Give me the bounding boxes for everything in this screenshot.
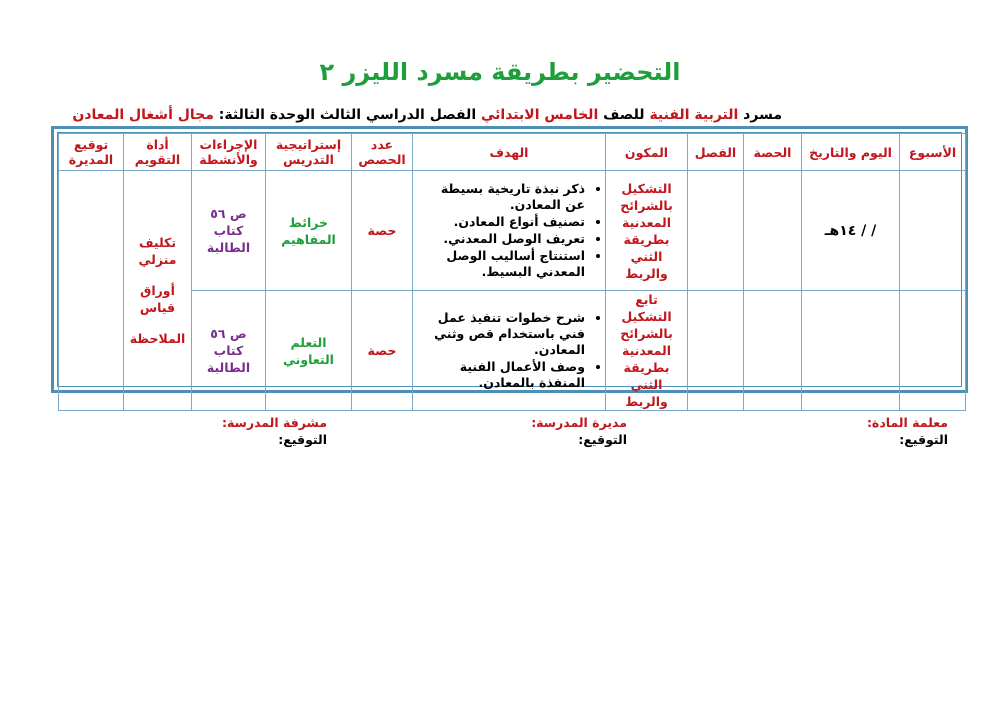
goal-item: • تصنيف أنواع المعادن.: [419, 214, 585, 230]
header-assessment: أداة التقويم: [124, 134, 192, 171]
class-cell: [688, 291, 744, 411]
component-cell: التشكيل بالشرائح المعدنية بطريقة الثني والربط: [606, 171, 688, 291]
header-goal: الهدف: [413, 134, 606, 171]
week-cell: [900, 291, 966, 411]
assessment-cell: [124, 171, 192, 411]
goal-item: • تعريف الوصل المعدني.: [419, 231, 585, 247]
principal-sign-label: التوقيع:: [578, 432, 627, 447]
assessment-item: تكليف منزلي: [138, 235, 177, 267]
class-cell: [688, 171, 744, 291]
subtitle-part-1: مسرد: [738, 107, 782, 123]
week-cell: [900, 171, 966, 291]
table-row: [59, 171, 966, 291]
goal-cell: [413, 291, 606, 411]
goal-item: • شرح خطوات تنفيذ عمل فني باستخدام قص وثني المعادن.: [419, 310, 585, 358]
component-cell: تابع التشكيل بالشرائح المعدنية بطريقة الثني والربط: [606, 291, 688, 411]
goal-item: • وصف الأعمال الفنية المنفذة بالمعادن.: [419, 359, 585, 391]
subtitle-part-2: للصف: [598, 107, 650, 123]
header-week: الأسبوع: [900, 134, 966, 171]
supervisor-label: مشرفة المدرسة:: [222, 415, 327, 430]
teacher-label: معلمة المادة:: [866, 415, 948, 430]
goal-item: • ذكر نبذة تاريخية بسيطة عن المعادن.: [419, 181, 585, 213]
unit-name: مجال أشغال المعادن: [72, 107, 214, 123]
procedure-cell: ص ٥٦ كتاب الطالبة: [192, 171, 266, 291]
plan-table-frame: [51, 126, 968, 409]
num-periods-cell: حصة: [352, 171, 413, 291]
subtitle-part-3: الفصل الدراسي الثالث الوحدة الثالثة:: [213, 107, 481, 123]
header-num-periods: عدد الحصص: [352, 134, 413, 171]
principal-signature-cell: [59, 171, 124, 411]
header-component: المكون: [606, 134, 688, 171]
header-procedures: الإجراءات والأنشطة: [192, 134, 266, 171]
date-cell: / / ١٤هـ: [802, 171, 900, 291]
period-cell: [744, 171, 802, 291]
procedure-cell: ص ٥٦ كتاب الطالبة: [192, 291, 266, 411]
goal-list: [415, 310, 603, 391]
header-row: [59, 134, 966, 171]
num-periods-cell: حصة: [352, 291, 413, 411]
goal-item: • استنتاج أساليب الوصل المعدني البسيط.: [419, 248, 585, 280]
date-cell: [802, 291, 900, 411]
header-strategies: إستراتيجية التدريس: [266, 134, 352, 171]
supervisor-sign-label: التوقيع:: [278, 432, 327, 447]
plan-subtitle: [72, 107, 782, 123]
subject-name: التربية الفنية: [649, 107, 739, 123]
page-title: التحضير بطريقة مسرد الليزر ٢: [319, 58, 681, 86]
teacher-sign-label: التوقيع:: [899, 432, 948, 447]
principal-label: مديرة المدرسة:: [531, 415, 627, 430]
teacher-signature-block: [867, 414, 948, 448]
principal-signature-block: [531, 414, 627, 448]
goal-cell: [413, 171, 606, 291]
assessment-item: أوراق قياس: [139, 283, 176, 315]
header-class: الفصل: [688, 134, 744, 171]
grade-name: الخامس الابتدائي: [481, 107, 599, 123]
assessment-item: الملاحظة: [129, 331, 186, 346]
table-row: [59, 291, 966, 411]
strategy-cell: التعلم التعاوني: [266, 291, 352, 411]
header-period: الحصة: [744, 134, 802, 171]
header-day-date: اليوم والتاريخ: [802, 134, 900, 171]
lesson-plan-table: [58, 133, 966, 411]
goal-list: [415, 181, 603, 280]
period-cell: [744, 291, 802, 411]
supervisor-signature-block: [222, 414, 327, 448]
strategy-cell: خرائط المفاهيم: [266, 171, 352, 291]
header-principal-signature: توقيع المديرة: [59, 134, 124, 171]
